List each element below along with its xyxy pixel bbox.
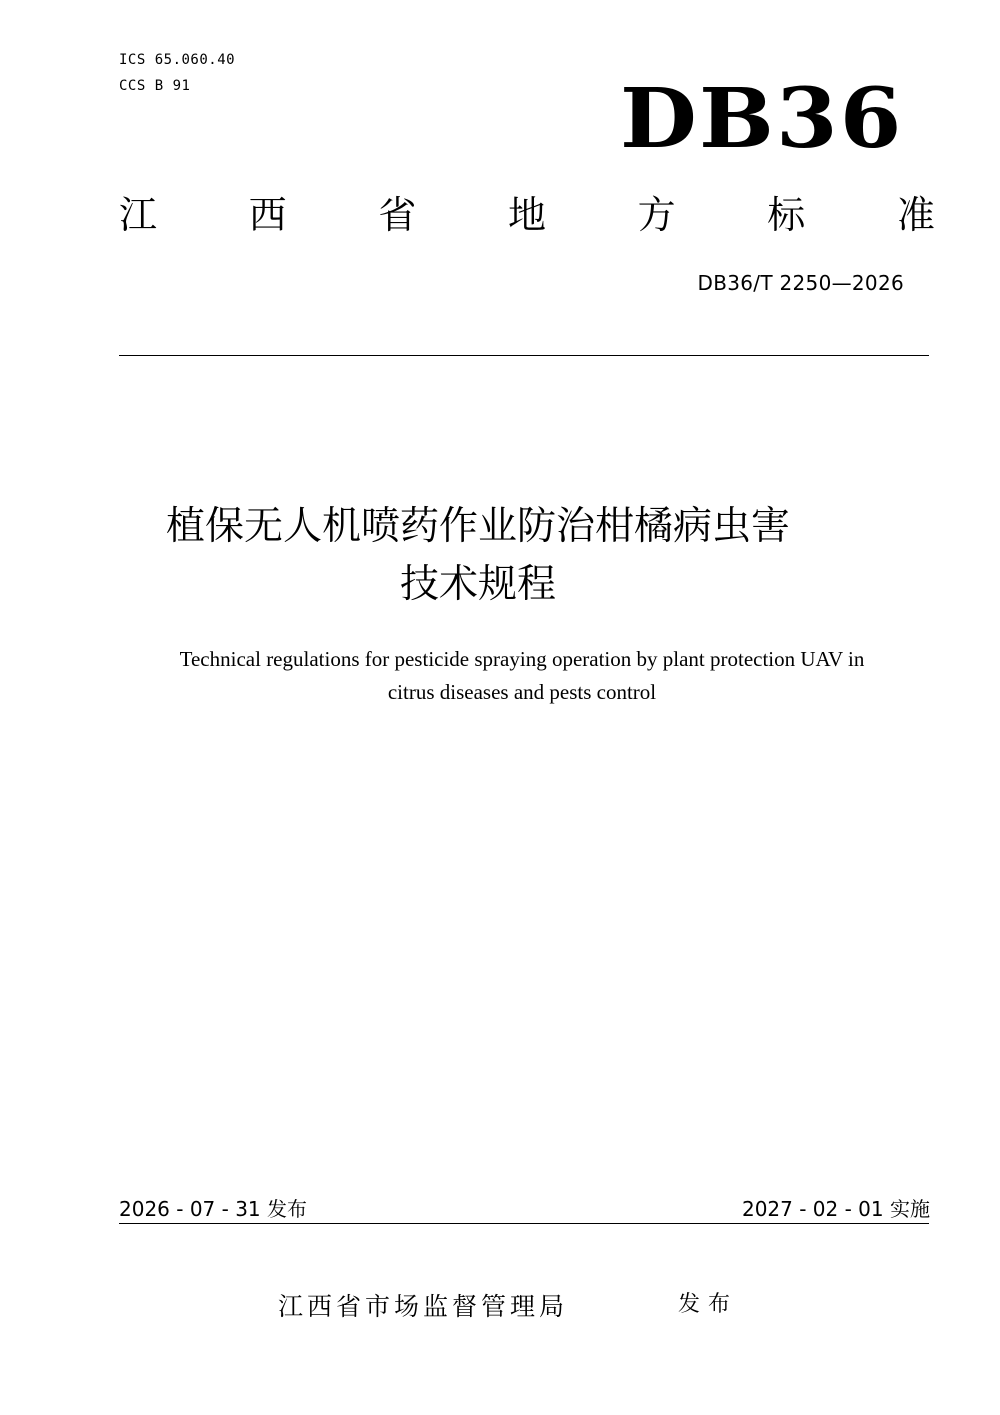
standard-type-char: 江 [119, 193, 158, 237]
ics-code: ICS 65.060.40 [119, 52, 236, 68]
title-english-line-2: citrus diseases and pests control [387, 680, 657, 704]
title-chinese-line-2: 技术规程 [399, 562, 556, 607]
standard-type-char: 方 [637, 193, 676, 237]
issuing-authority: 江西省市场监督管理局 [278, 1292, 569, 1321]
title-english-line-1: Technical regulations for pesticide spraying operation by plant protection UAV in [179, 647, 865, 671]
release-date: 2026 - 07 - 31 发布 [119, 1197, 308, 1221]
standard-type [119, 193, 935, 237]
standard-type-char: 标 [767, 193, 806, 237]
date-divider [119, 1223, 929, 1224]
standard-type-char: 准 [896, 193, 935, 237]
ccs-code: CCS B 91 [119, 78, 191, 94]
standard-type-char: 西 [248, 193, 287, 237]
title-chinese-line-1: 植保无人机喷药作业防治柑橘病虫害 [165, 504, 790, 549]
standard-logo: DB36 [620, 71, 904, 167]
standard-type-char: 省 [378, 193, 417, 237]
implementation-date: 2027 - 02 - 01 实施 [741, 1197, 930, 1221]
header-divider [119, 355, 929, 356]
standard-number: DB36/T 2250—2026 [697, 271, 904, 295]
standard-type-char: 地 [507, 193, 546, 237]
issued-label: 发布 [678, 1292, 739, 1317]
